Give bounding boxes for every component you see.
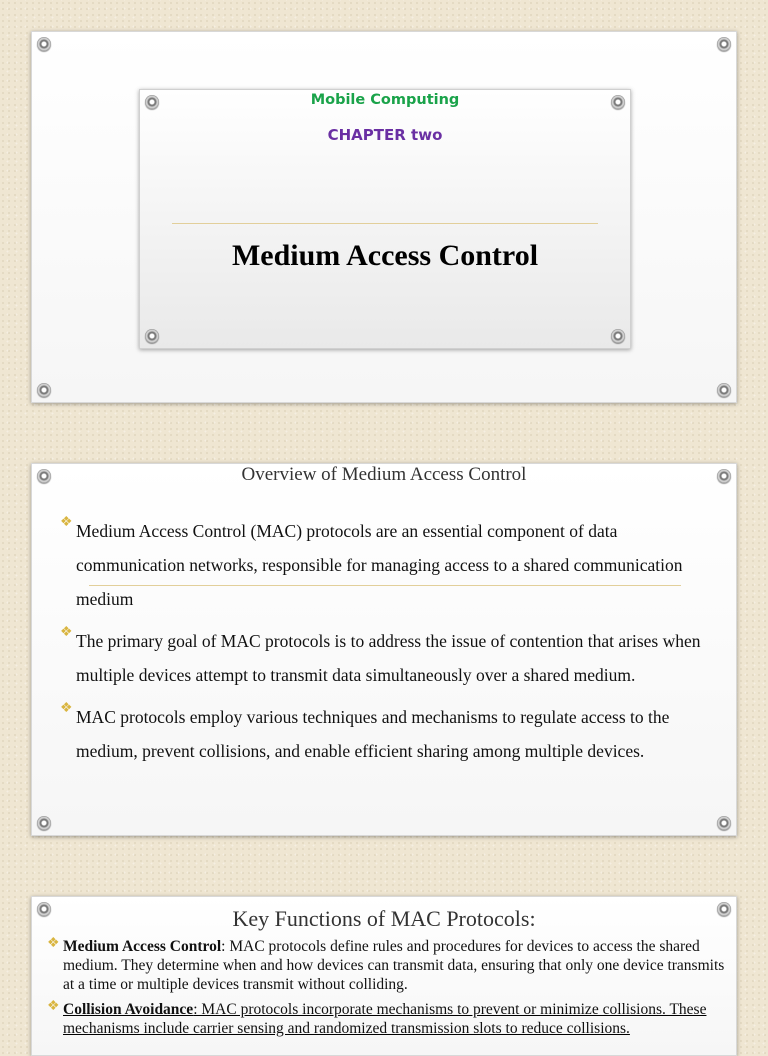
screw-icon <box>37 816 51 830</box>
diamond-bullet-icon: ❖ <box>60 625 73 640</box>
screw-icon <box>717 37 731 51</box>
diamond-bullet-icon: ❖ <box>60 701 73 716</box>
screw-icon <box>717 383 731 397</box>
screw-icon <box>717 816 731 830</box>
slide-heading: Overview of Medium Access Control <box>241 464 527 485</box>
function-term: Medium Access Control <box>63 938 222 955</box>
list-item <box>47 937 727 994</box>
screw-icon <box>37 383 51 397</box>
slide-heading: Key Functions of MAC Protocols: <box>232 906 536 931</box>
list-item <box>60 514 710 616</box>
screw-icon <box>611 329 625 343</box>
bullet-list <box>47 937 727 1044</box>
function-description: : MAC protocols define rules and procedures for devices to access the shared medium. They determine when and how devices can transmit data, ensuring that only one device transmits at a time or multiple devices transmit without colliding. <box>63 938 725 993</box>
bullet-text: Medium Access Control (MAC) protocols are an essential component of data communication networks, responsible for managing access to a shared communication medium <box>76 521 683 609</box>
screw-icon <box>145 329 159 343</box>
chapter-label: CHAPTER two <box>327 126 443 144</box>
list-item <box>60 700 710 768</box>
bullet-list <box>60 514 710 776</box>
slide-title: Medium Access Control <box>231 239 539 272</box>
function-term: Collision Avoidance <box>63 1001 194 1018</box>
title-slide <box>31 31 737 403</box>
bullet-text: The primary goal of MAC protocols is to address the issue of contention that arises when multiple devices attempt to transmit data simultaneously over a shared medium. <box>76 631 701 685</box>
list-item <box>47 1000 727 1038</box>
course-subject: Mobile Computing <box>310 92 460 108</box>
key-functions-slide <box>31 896 737 1056</box>
bullet-text: MAC protocols employ various techniques and mechanisms to regulate access to the medium, prevent collisions, and enable efficient sharing among multiple devices. <box>76 707 670 761</box>
title-card <box>139 89 631 349</box>
title-divider <box>172 223 598 224</box>
list-item <box>60 624 710 692</box>
function-description: : MAC protocols incorporate mechanisms to prevent or minimize collisions. These mechanisms include carrier sensing and randomized transmission slots to reduce collisions. <box>63 1001 707 1037</box>
diamond-bullet-icon: ❖ <box>47 999 60 1014</box>
diamond-bullet-icon: ❖ <box>60 515 73 530</box>
screw-icon <box>37 37 51 51</box>
diamond-bullet-icon: ❖ <box>47 936 60 951</box>
overview-slide <box>31 463 737 836</box>
